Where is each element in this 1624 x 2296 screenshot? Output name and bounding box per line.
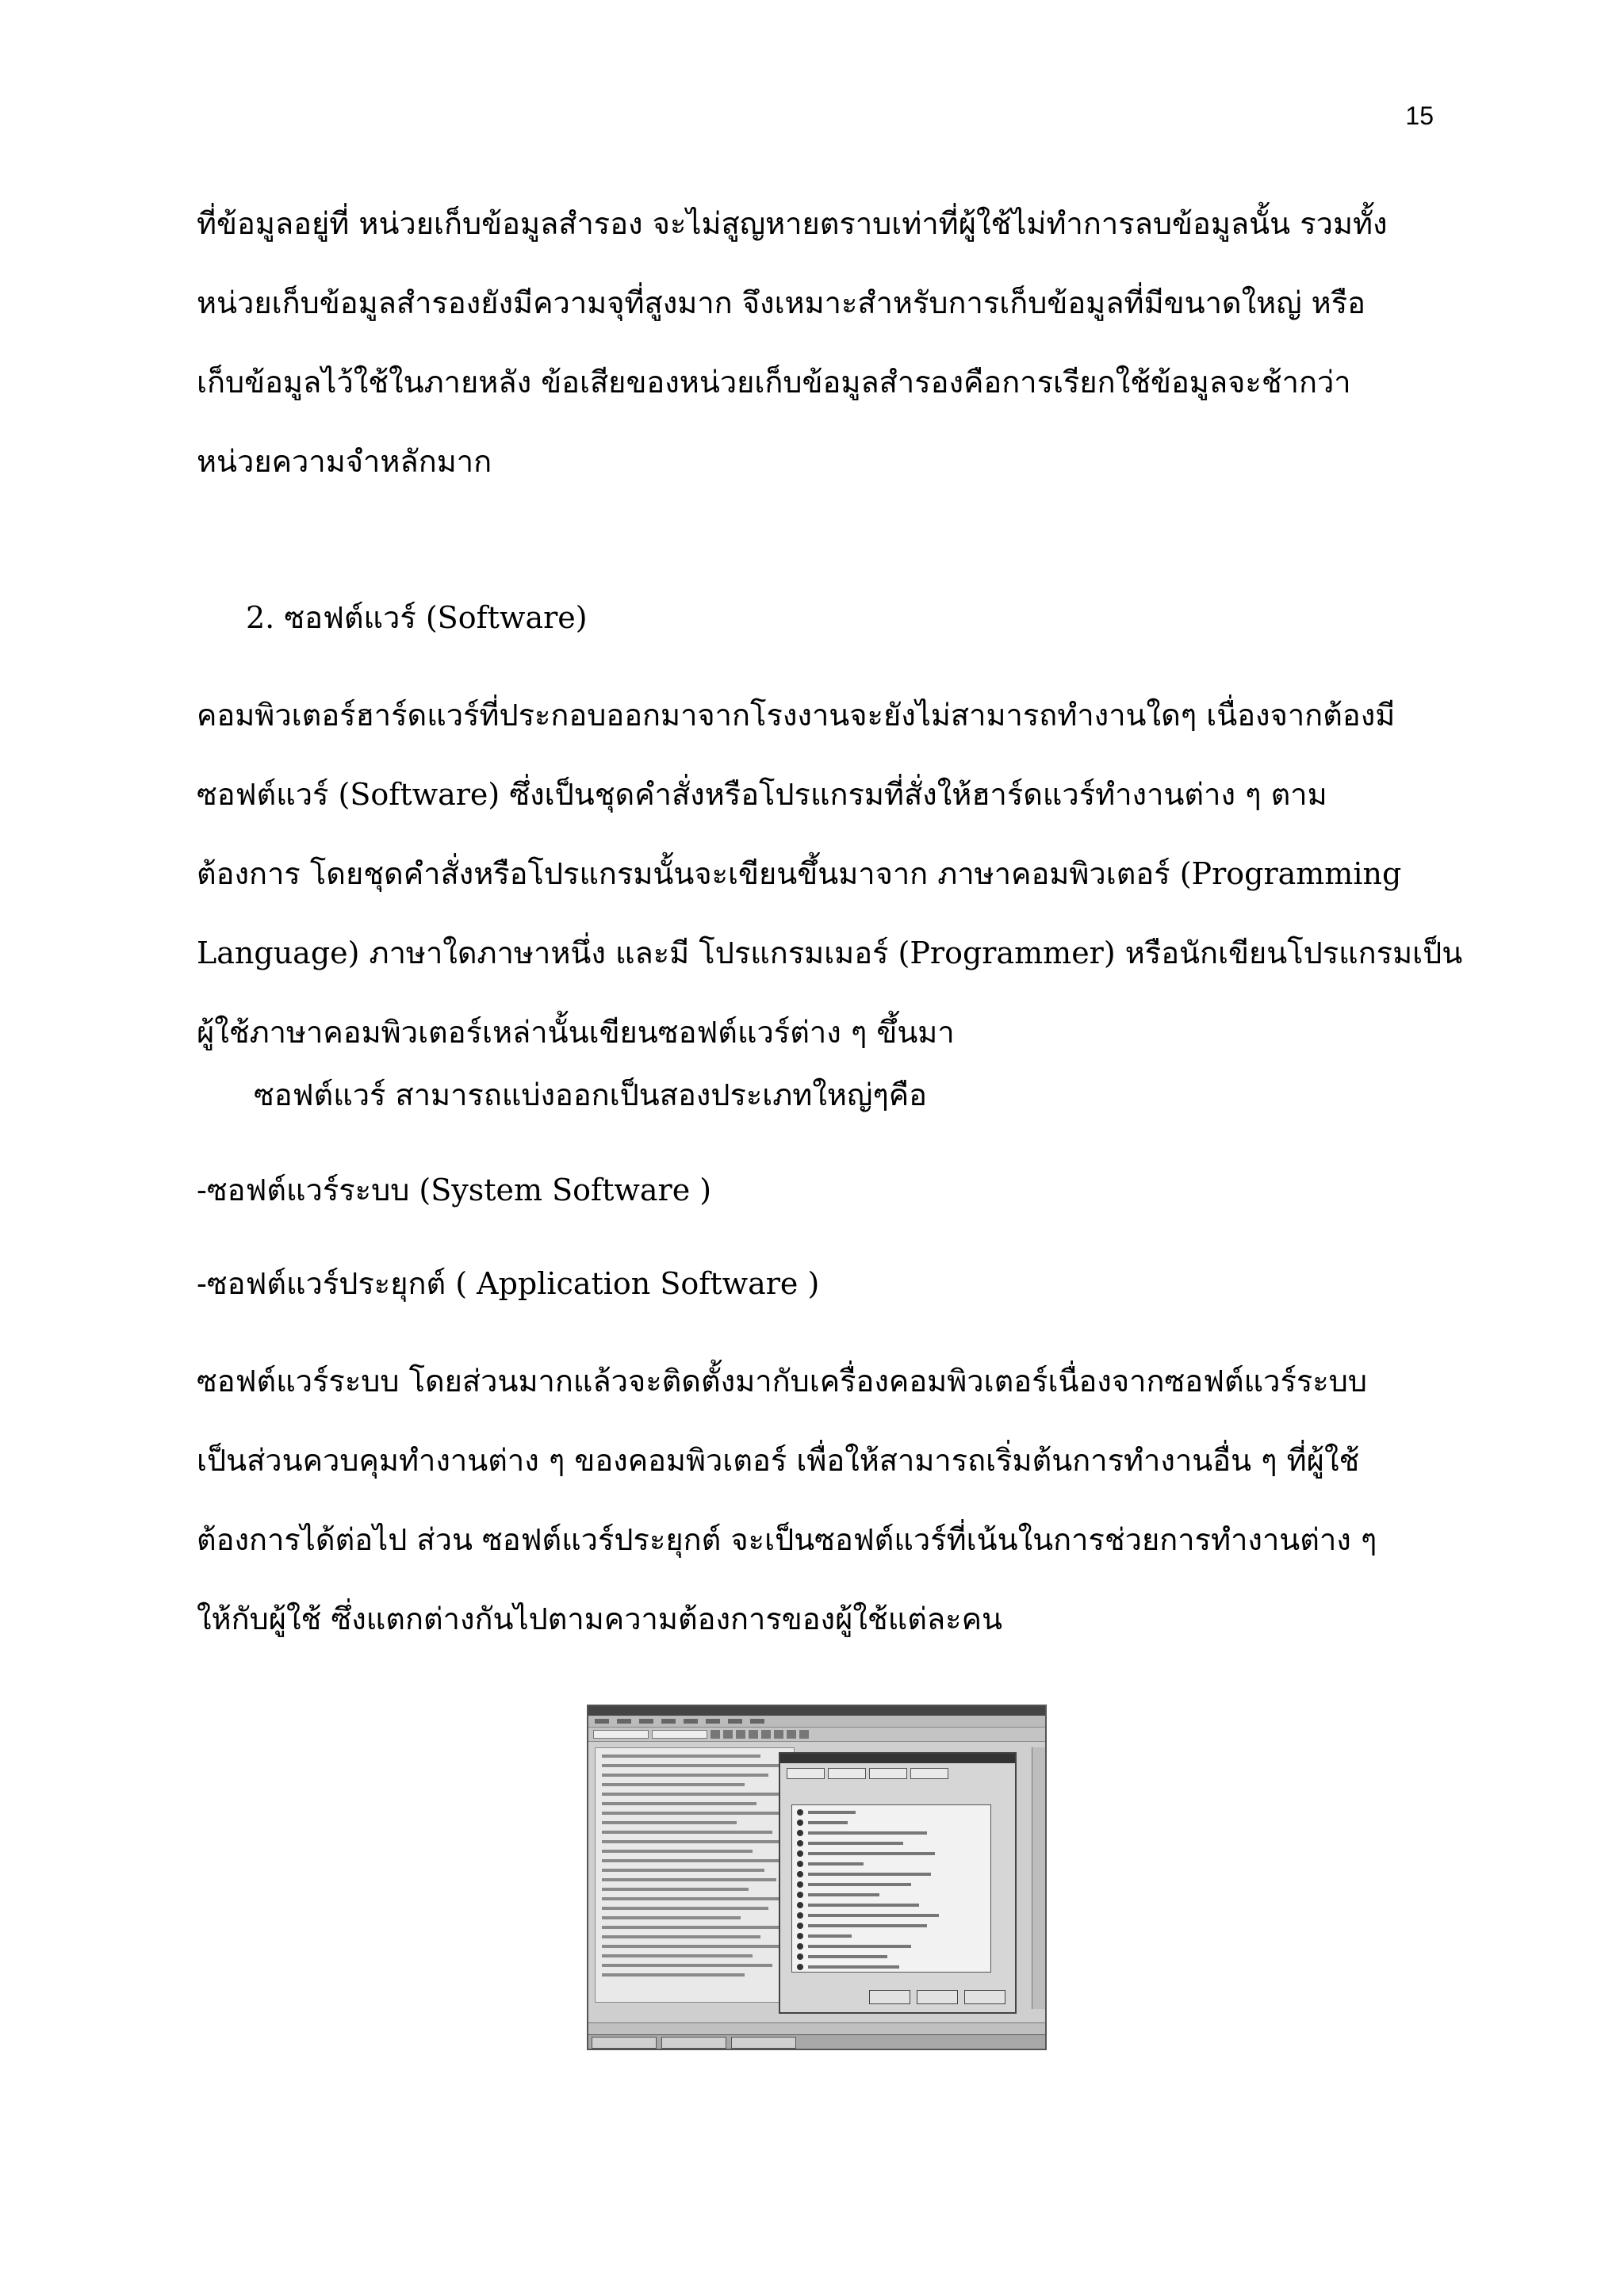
text-line: ต้องการได้ต่อไป ส่วน ซอฟต์แวร์ประยุกต์ จะเป็นซอฟต์แวร์ที่เน้นในการช่วยการทำงานต่าง ๆ (197, 1522, 1377, 1557)
window-menubar (588, 1716, 1045, 1728)
help-topics-list (791, 1804, 991, 1973)
window-titlebar (588, 1706, 1045, 1716)
taskbar (588, 2034, 1045, 2049)
system-software-item: -ซอฟต์แวร์ระบบ (System Software ) (197, 1173, 712, 1207)
scrollbar (1032, 1747, 1045, 2009)
software-types-intro: ซอฟต์แวร์ สามารถแบ่งออกเป็นสองประเภทใหญ่ๆคือ (254, 1077, 927, 1112)
help-dialog (779, 1752, 1017, 2014)
intro-paragraph (197, 184, 1434, 501)
closing-paragraph (197, 1341, 1434, 1659)
software-paragraph (197, 675, 1463, 1072)
window-toolbar (588, 1728, 1045, 1742)
document-area (595, 1747, 795, 2003)
text-line: ซอฟต์แวร์ระบบ โดยส่วนมากแล้วจะติดตั้งมากับเครื่องคอมพิวเตอร์เนื่องจากซอฟต์แวร์ระบบ (197, 1364, 1367, 1399)
text-line: ผู้ใช้ภาษาคอมพิวเตอร์เหล่านั้นเขียนซอฟต์แวร์ต่าง ๆ ขึ้นมา (197, 1015, 955, 1050)
text-line: หน่วยความจำหลักมาก (197, 444, 492, 479)
page-number: 15 (1405, 101, 1434, 130)
text-line: Language) ภาษาใดภาษาหนึ่ง และมี โปรแกรมเมอร์ (Programmer) หรือนักเขียนโปรแกรมเป็น (197, 936, 1463, 970)
text-line: ซอฟต์แวร์ (Software) ซึ่งเป็นชุดคำสั่งหรือโปรแกรมที่สั่งให้ฮาร์ดแวร์ทำงานต่าง ๆ ตาม (197, 777, 1327, 812)
text-line: เก็บข้อมูลไว้ใช้ในภายหลัง ข้อเสียของหน่วยเก็บข้อมูลสำรองคือการเรียกใช้ข้อมูลจะช้ากว่า (197, 365, 1351, 400)
text-line: ที่ข้อมูลอยู่ที่ หน่วยเก็บข้อมูลสำรอง จะไม่สูญหายตราบเท่าที่ผู้ใช้ไม่ทำการลบข้อมูลนั้น รวมทั้ง (197, 206, 1388, 241)
text-line: ต้องการ โดยชุดคำสั่งหรือโปรแกรมนั้นจะเขียนขึ้นมาจาก ภาษาคอมพิวเตอร์ (Programming (197, 856, 1402, 891)
application-software-item: -ซอฟต์แวร์ประยุกต์ ( Application Software ) (197, 1266, 820, 1301)
software-screenshot-figure (587, 1705, 1047, 2050)
text-line: คอมพิวเตอร์ฮาร์ดแวร์ที่ประกอบออกมาจากโรงงานจะยังไม่สามารถทำงานใดๆ เนื่องจากต้องมี (197, 698, 1396, 733)
status-bar (588, 2022, 1045, 2034)
text-line: ให้กับผู้ใช้ ซึ่งแตกต่างกันไปตามความต้องการของผู้ใช้แต่ละคน (197, 1601, 1002, 1636)
text-line: เป็นส่วนควบคุมทำงานต่าง ๆ ของคอมพิวเตอร์ เพื่อให้สามารถเริ่มต้นการทำงานอื่น ๆ ที่ผู้ใช้ (197, 1443, 1360, 1478)
section-heading: 2. ซอฟต์แวร์ (Software) (246, 600, 588, 635)
text-line: หน่วยเก็บข้อมูลสำรองยังมีความจุที่สูงมาก จึงเหมาะสำหรับการเก็บข้อมูลที่มีขนาดใหญ่ หรือ (197, 285, 1365, 320)
